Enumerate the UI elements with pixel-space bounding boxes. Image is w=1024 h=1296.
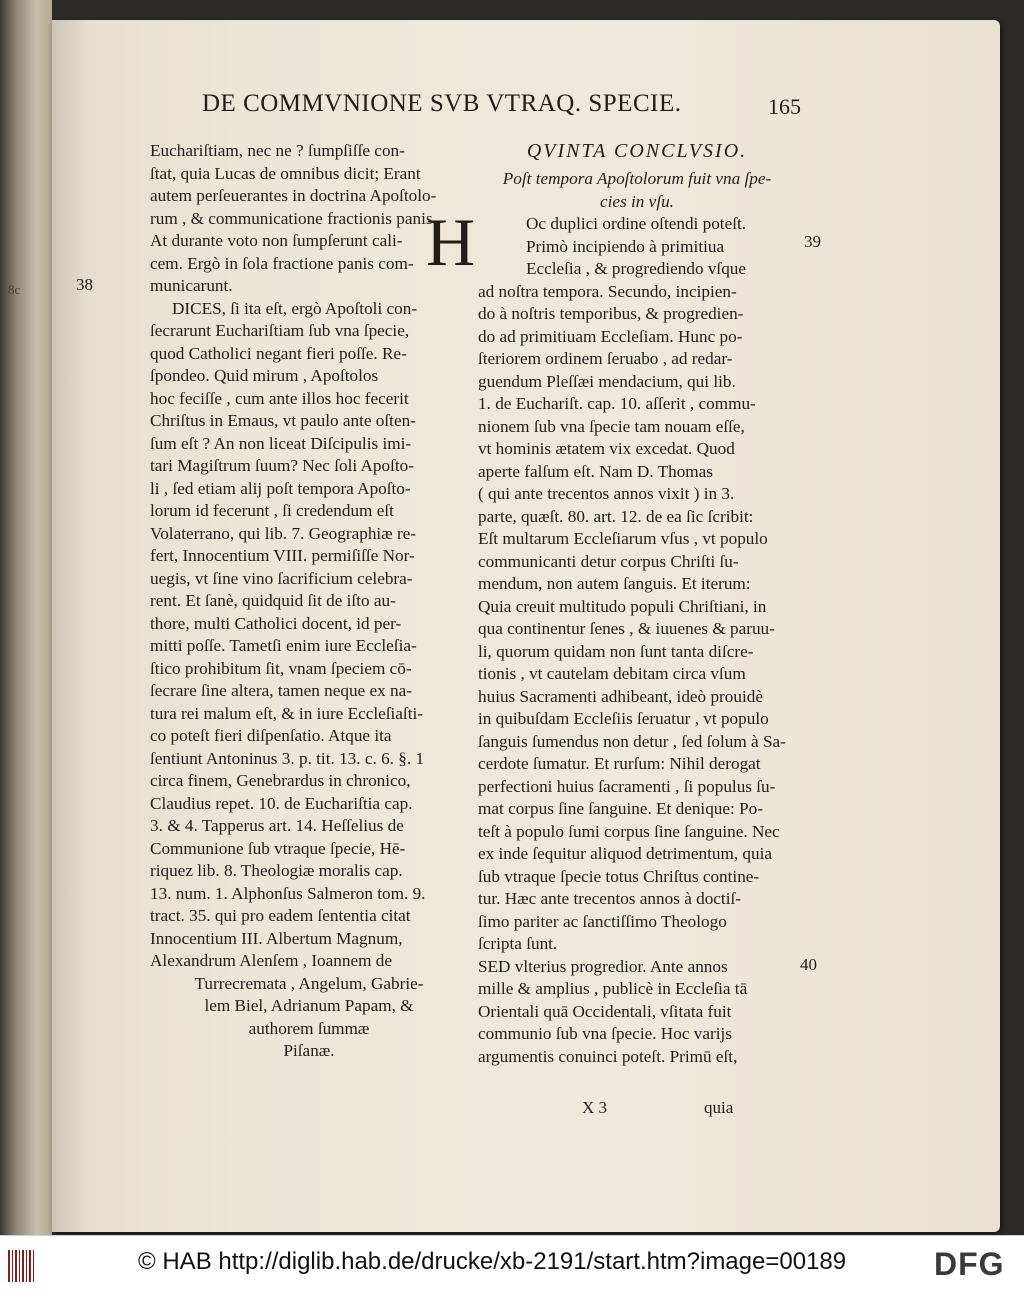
text-line: tura rei malum eſt, & in iure Eccleſiaſti-: [150, 703, 423, 723]
text-line: mitti poſſe. Tametſi enim iure Eccleſia-: [150, 636, 417, 655]
text-line: communio ſub vna ſpecie. Hoc varijs: [478, 1024, 732, 1043]
conclusion-heading: QVINTA CONCLVSIO.: [526, 140, 748, 162]
text-line: Turrecremata , Angelum, Gabrie-: [194, 973, 424, 993]
hab-logo-icon: [8, 1250, 36, 1282]
drop-capital: H: [426, 204, 476, 280]
text-line: teſt à populo ſumi corpus ſine ſanguine. Nec: [478, 821, 780, 841]
text-line: hoc feciſſe , cum ante illos hoc fecerit: [150, 388, 409, 408]
text-line: authorem ſummæ: [248, 1018, 370, 1038]
text-line: in quibuſdam Eccleſiis ſeruatur , vt populo: [478, 709, 769, 728]
text-line: Chriſtus in Emaus, vt paulo ante oſten-: [150, 411, 416, 430]
text-line: argumentis conuinci poteſt. Primū eſt,: [478, 1046, 738, 1066]
text-line: rent. Et ſanè, quidquid ſit de iſto au-: [150, 591, 396, 610]
text-line: Volaterrano, qui lib. 7. Geographiæ re-: [150, 523, 417, 543]
text-line: ſentiunt Antoninus 3. p. tit. 13. c. 6. §. 1: [150, 748, 425, 768]
copyright-link[interactable]: © HAB http://diglib.hab.de/drucke/xb-2191/start.htm?image=00189: [138, 1248, 847, 1275]
text-line: mendum, non autem ſanguis. Et iterum:: [478, 574, 751, 593]
text-line: ſcripta ſunt.: [478, 934, 558, 953]
text-line: nionem ſub vna ſpecie tam nouam eſſe,: [478, 416, 745, 436]
text-line: SED vlterius progredior. Ante annos: [478, 956, 728, 976]
text-line: ſum eſt ? An non liceat Diſcipulis imi-: [150, 433, 412, 453]
text-line: cem. Ergò in ſola fractione panis com-: [150, 253, 414, 273]
margin-number-39: 39: [804, 232, 821, 251]
text-line: ſub vtraque ſpecie totus Chriſtus contine-: [478, 866, 760, 886]
text-line: autem perſeuerantes in doctrina Apoſtolo-: [150, 186, 437, 205]
text-line: tract. 35. qui pro eadem ſententia citat: [150, 906, 411, 925]
text-line: At durante voto non ſumpſerunt cali-: [150, 231, 403, 250]
text-line: tur. Hæc ante trecentos annos à doctiſ-: [478, 889, 741, 908]
text-line: tionis , vt cautelam debitam circa vſum: [478, 664, 746, 683]
text-line: do à noſtris temporibus, & progredien-: [478, 304, 744, 323]
text-line: huius Sacramenti adhibeant, ideò prouidè: [478, 686, 763, 706]
text-line: rum , & communicatione fractionis panis.: [150, 208, 437, 228]
text-line: thore, multi Catholici docent, id per-: [150, 613, 402, 633]
text-line: Eſt multarum Eccleſiarum vſus , vt populo: [478, 529, 768, 548]
text-line: Quia creuit multitudo populi Chriſtiani, in: [478, 596, 767, 616]
running-title: DE COMMVNIONE SVB VTRAQ. SPECIE.: [202, 90, 682, 117]
text-line: Oc duplici ordine oſtendi poteſt.: [526, 214, 747, 233]
text-line: 1. de Euchariſt. cap. 10. aſſerit , commu-: [478, 394, 756, 413]
text-line: DICES, ſi ita eſt, ergò Apoſtoli con-: [172, 298, 418, 318]
text-line: 3. & 4. Tapperus art. 14. Heſſelius de: [150, 816, 404, 835]
text-line: Innocentium III. Albertum Magnum,: [150, 928, 403, 948]
text-line: li, quorum quidam non ſunt tanta diſcre-: [478, 641, 754, 661]
text-line: qua continentur ſenes , & iuuenes & paruu-: [478, 619, 775, 638]
text-line: Communione ſub vtraque ſpecie, Hē-: [150, 838, 406, 858]
text-line: ſanguis ſumendus non detur , ſed ſolum à Sa-: [478, 731, 786, 751]
text-line: Alexandrum Alenſem , Ioannem de: [150, 951, 392, 970]
text-line: ſpondeo. Quid mirum , Apoſtolos: [150, 366, 379, 385]
subheading-line: cies in vſu.: [600, 191, 674, 211]
text-line: lem Biel, Adrianum Papam, &: [204, 996, 414, 1015]
margin-number-40: 40: [800, 955, 817, 974]
page-number: 165: [768, 94, 801, 119]
text-line: Primò incipiendo à primitiua: [526, 236, 725, 256]
margin-number-38: 38: [76, 275, 93, 294]
facing-page-mark: 8c: [8, 282, 21, 297]
text-line: ſecrare ſine altera, tamen neque ex na-: [150, 681, 412, 700]
text-line: ad noſtra tempora. Secundo, incipien-: [478, 281, 737, 301]
text-line: vt hominis ætatem vix excedat. Quod: [478, 439, 735, 458]
text-line: 13. num. 1. Alphonſus Salmeron tom. 9.: [150, 883, 426, 903]
signature-mark: X 3: [582, 1098, 608, 1117]
dfg-logo[interactable]: DFG: [934, 1246, 1005, 1282]
text-line: ſimo pariter ac ſanctiſſimo Theologo: [478, 911, 727, 931]
catchword: quia: [704, 1098, 734, 1117]
text-line: ſteriorem ordinem ſeruabo , ad redar-: [478, 349, 733, 368]
text-line: co poteſt fieri diſpenſatio. Atque ita: [150, 726, 392, 745]
text-line: guendum Pleſſæi mendacium, qui lib.: [478, 371, 736, 391]
text-line: riquez lib. 8. Theologiæ moralis cap.: [150, 861, 403, 880]
text-line: ex inde ſequitur aliquod detrimentum, quia: [478, 844, 773, 863]
text-line: ( qui ante trecentos annos vixit ) in 3.: [478, 484, 735, 503]
footer-bar: [0, 1235, 1024, 1296]
text-line: municarunt.: [150, 276, 233, 295]
left-column: [150, 140, 468, 1063]
text-line: ſtico prohibitum ſit, vnam ſpeciem cō-: [150, 658, 412, 678]
text-line: ſtat, quia Lucas de omnibus dicit; Erant: [150, 163, 421, 183]
text-line: mille & amplius , publicè in Eccleſia tā: [478, 979, 748, 998]
text-line: perfectioni huius ſacramenti , ſi populus ſu-: [478, 776, 776, 796]
text-line: cerdote ſumatur. Et rurſum: Nihil derogat: [478, 754, 761, 773]
right-column: [478, 140, 796, 1068]
facing-page-edge: [0, 0, 52, 1235]
text-line: do ad primitiuam Eccleſiam. Hunc po-: [478, 326, 743, 346]
text-line: circa finem, Genebrardus in chronico,: [150, 771, 411, 790]
text-line: Piſanæ.: [283, 1041, 335, 1060]
text-line: ſecrarunt Euchariſtiam ſub vna ſpecie,: [150, 321, 410, 340]
text-line: uegis, vt ſine vino ſacrificium celebra-: [150, 568, 413, 588]
text-line: aperte falſum eſt. Nam D. Thomas: [478, 461, 713, 481]
text-line: Claudius repet. 10. de Euchariſtia cap.: [150, 793, 413, 813]
text-line: Euchariſtiam, nec ne ? ſumpſiſſe con-: [150, 141, 405, 160]
text-line: mat corpus ſine ſanguine. Et denique: Po-: [478, 799, 763, 818]
text-line: parte, quæſt. 80. art. 12. de ea ſic ſcribit:: [478, 506, 754, 526]
text-line: communicanti detur corpus Chriſti ſu-: [478, 551, 739, 571]
right-column-body: [478, 213, 796, 1068]
text-line: Eccleſia , & progrediendo vſque: [526, 259, 747, 278]
subheading-line: Poſt tempora Apoſtolorum fuit vna ſpe-: [502, 169, 772, 188]
text-line: fert, Innocentium VIII. permiſiſſe Nor-: [150, 546, 415, 565]
text-line: li , ſed etiam alij poſt tempora Apoſto-: [150, 478, 411, 498]
text-line: tari Magiſtrum ſuum? Nec ſoli Apoſto-: [150, 456, 414, 475]
text-line: quod Catholici negant fieri poſſe. Re-: [150, 343, 407, 363]
text-line: lorum id fecerunt , ſi credendum eſt: [150, 501, 394, 520]
text-line: Orientali quā Occidentali, vſitata fuit: [478, 1001, 732, 1021]
book-page: [52, 20, 1000, 1232]
